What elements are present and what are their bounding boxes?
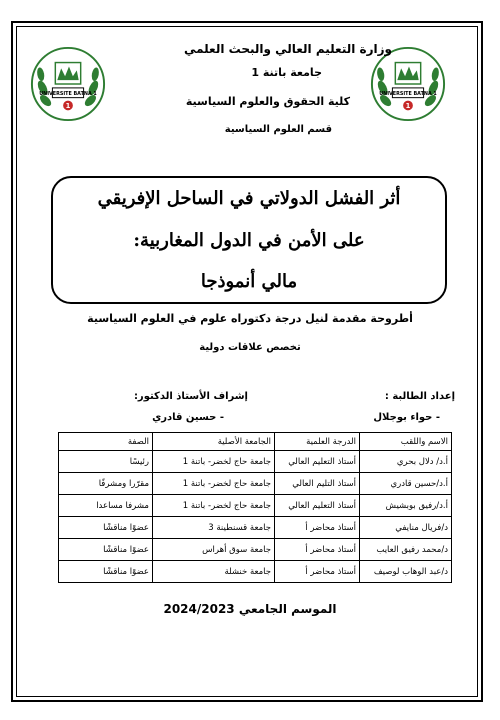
member-name: د/محمد رفيق العايب (360, 539, 452, 561)
table-row (59, 473, 452, 495)
member-university: جامعة حاج لخضر- باتنة 1 (153, 451, 275, 473)
member-role: عضوًا مناقشًا (59, 517, 153, 539)
table-header-row (59, 433, 452, 451)
member-rank: أستاذ محاضر أ (275, 517, 360, 539)
thesis-title-line-2: على الأمن في الدول المغاربية: (133, 230, 365, 251)
svg-text:UNIVERSITE BATNA 1: UNIVERSITE BATNA 1 (39, 91, 97, 98)
member-university: جامعة سوق أهراس (153, 539, 275, 561)
table-row (59, 495, 452, 517)
member-role: مشرفا مساعدا (59, 495, 153, 517)
member-role: مقرّرا ومشرفًا (59, 473, 153, 495)
member-role: عضوًا مناقشًا (59, 561, 153, 583)
thesis-specialty: تخصص علاقات دولية (199, 342, 301, 353)
member-name: د/فريال منايفي (360, 517, 452, 539)
svg-text:1: 1 (65, 101, 71, 110)
svg-text:UNIVERSITE BATNA 1: UNIVERSITE BATNA 1 (379, 91, 437, 98)
university-seal-icon (369, 45, 447, 123)
department-name: قسم العلوم السياسية (224, 124, 332, 135)
member-university: جامعة خنشلة (153, 561, 275, 583)
member-rank: أستاذ التليم العالي (275, 473, 360, 495)
academic-year: الموسم الجامعي 2024/2023 (163, 602, 337, 616)
member-name: أ.د/رفيق بوبشيش (360, 495, 452, 517)
member-rank: أستاذ التعليم العالي (275, 451, 360, 473)
committee-table (58, 432, 452, 583)
member-rank: أستاذ محاضر أ (275, 561, 360, 583)
university-name: جامعة باتنة 1 (251, 66, 322, 79)
column-header-university: الجامعة الأصلية (153, 433, 275, 451)
column-header-rank: الدرجة العلمية (275, 433, 360, 451)
member-university: جامعة حاج لخضر- باتنة 1 (153, 473, 275, 495)
member-name: أ.د/ دلال بحري (360, 451, 452, 473)
supervisor-name: - حسين قادري (152, 412, 224, 423)
thesis-title-line-1: أثر الفشل الدولاتي في الساحل الإفريقي (97, 188, 401, 209)
member-name: د/عبد الوهاب لوصيف (360, 561, 452, 583)
member-university: جامعة قسنطينة 3 (153, 517, 275, 539)
column-header-name: الاسم واللقب (360, 433, 452, 451)
member-rank: أستاذ التعليم العالي (275, 495, 360, 517)
member-role: عضوًا مناقشًا (59, 539, 153, 561)
column-header-role: الصفة (59, 433, 153, 451)
member-name: أ.د/حسين قادري (360, 473, 452, 495)
faculty-name: كلية الحقوق والعلوم السياسية (185, 95, 350, 108)
thesis-title-box (51, 176, 447, 304)
ministry-name: وزارة التعليم العالي والبحث العلمي (183, 42, 392, 56)
thesis-title-line-3: مالي أنموذجا (200, 271, 298, 292)
student-name: - حواء بوجلال (373, 412, 440, 423)
table-row (59, 517, 452, 539)
table-row (59, 539, 452, 561)
member-role: رئيسًا (59, 451, 153, 473)
table-row (59, 451, 452, 473)
table-row (59, 561, 452, 583)
university-seal-icon (29, 45, 107, 123)
member-university: جامعة حاج لخضر- باتنة 1 (153, 495, 275, 517)
svg-text:1: 1 (405, 101, 411, 110)
thesis-description: أطروحة مقدمة لنيل درجة دكتوراه علوم في العلوم السياسية (87, 312, 413, 325)
member-rank: أستاذ محاضر أ (275, 539, 360, 561)
prepared-by-label: إعداد الطالبة : (384, 391, 455, 402)
supervision-label: إشراف الأستاذ الدكتور: (133, 391, 248, 402)
